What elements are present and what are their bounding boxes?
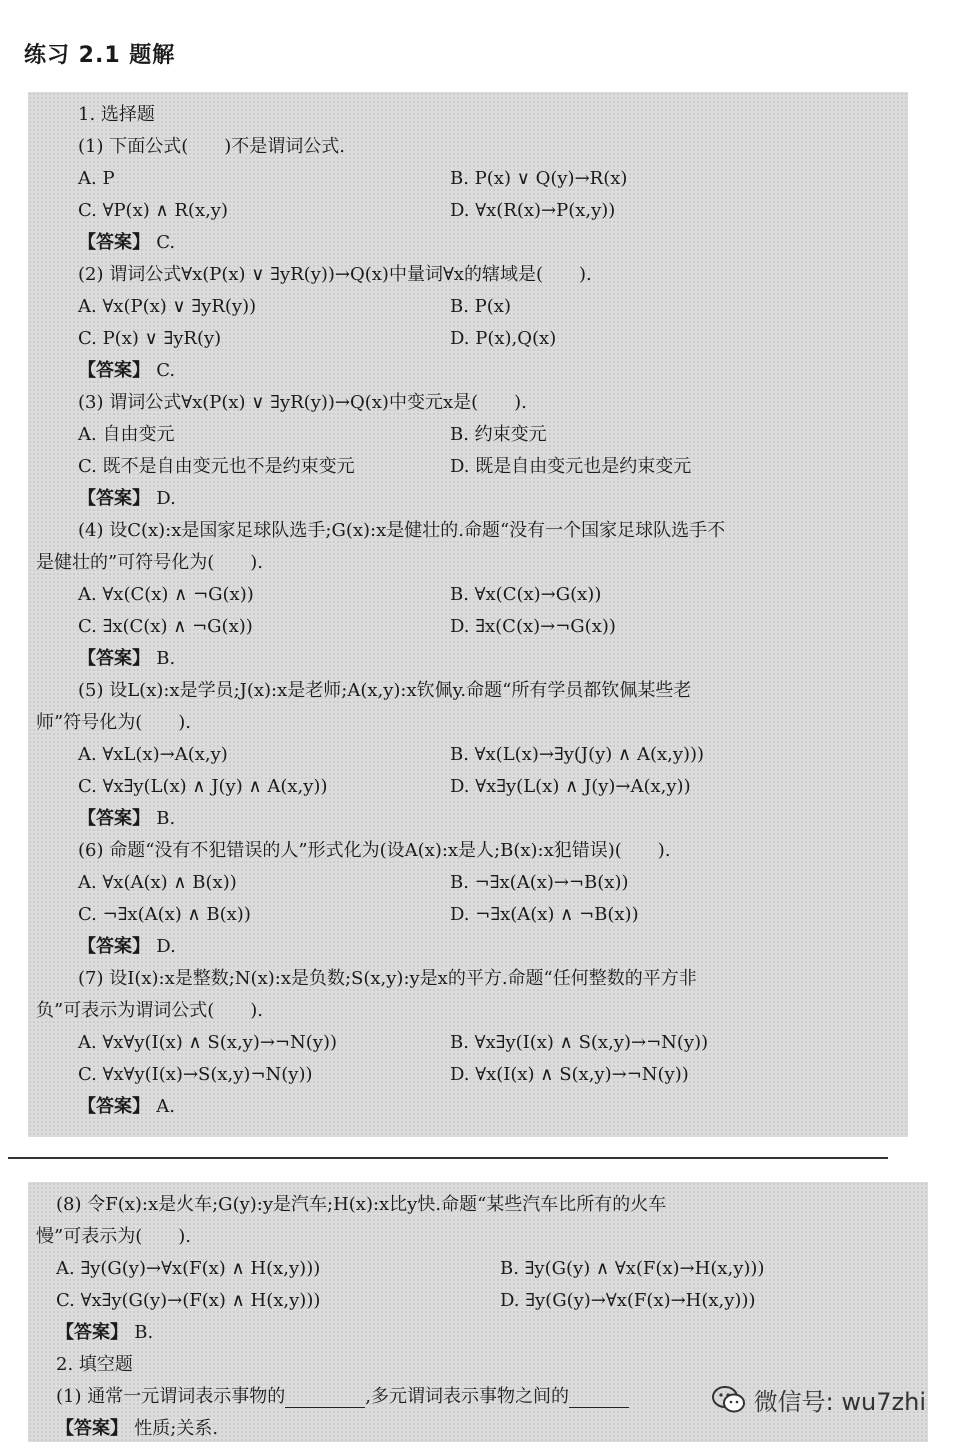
wechat-icon	[712, 1385, 746, 1415]
answer-label: 【答案】	[78, 360, 157, 381]
page1-line	[78, 136, 345, 158]
page1-line	[450, 872, 629, 894]
answer-label: 【答案】	[78, 488, 157, 509]
page2-line	[56, 1386, 629, 1408]
line-text: B. ¬∃x(A(x)→¬B(x))	[450, 872, 629, 893]
page1-line	[450, 424, 547, 446]
line-text: B. ∀x∃y(I(x) ∧ S(x,y)→¬N(y))	[450, 1032, 709, 1053]
page1-line	[78, 744, 228, 766]
answer-label: 【答案】	[56, 1418, 135, 1439]
page1-line	[78, 648, 175, 670]
page1-line	[36, 712, 191, 734]
page1-line	[450, 584, 601, 606]
line-text: A. ∀x(C(x) ∧ ¬G(x))	[78, 584, 254, 605]
line-text: B. ∃y(G(y) ∧ ∀x(F(x)→H(x,y)))	[500, 1258, 765, 1279]
line-text: A. P	[78, 168, 115, 189]
line-text: (5) 设L(x):x是学员;J(x):x是老师;A(x,y):x钦佩y.命题“所有学员都钦佩某些老	[78, 680, 692, 701]
line-text: 性质;关系.	[134, 1418, 219, 1439]
line-text: A. ∀xL(x)→A(x,y)	[78, 744, 228, 765]
line-text: C.	[156, 360, 176, 381]
answer-label: 【答案】	[56, 1322, 135, 1343]
line-text: (3) 谓词公式∀x(P(x) ∨ ∃yR(y))→Q(x)中变元x是( ).	[78, 392, 527, 413]
line-text: C. P(x) ∨ ∃yR(y)	[78, 328, 222, 349]
line-text: (6) 命题“没有不犯错误的人”形式化为(设A(x):x是人;B(x):x犯错误)( ).	[78, 840, 671, 861]
line-text: 2. 填空题	[56, 1354, 133, 1375]
divider-line	[8, 1157, 888, 1159]
page1-line	[78, 616, 253, 638]
fill-blank	[569, 1389, 629, 1408]
fill-blank	[285, 1389, 365, 1408]
page1-line	[450, 456, 691, 478]
page1-line	[78, 776, 327, 798]
page1-line	[78, 872, 237, 894]
line-text: C. ∀x∃y(G(y)→(F(x) ∧ H(x,y)))	[56, 1290, 321, 1311]
watermark-label: 微信号: wu7zhi	[753, 1388, 926, 1416]
line-text: 是健壮的”可符号化为( ).	[36, 552, 263, 573]
page2-line	[56, 1354, 133, 1376]
line-text: D. P(x),Q(x)	[450, 328, 557, 349]
page1-line	[450, 1064, 689, 1086]
line-text: D. ∃x(C(x)→¬G(x))	[450, 616, 616, 637]
line-text: B. P(x)	[450, 296, 511, 317]
line-text: C. ∀P(x) ∧ R(x,y)	[78, 200, 229, 221]
line-text: A. 自由变元	[78, 424, 175, 445]
line-text: C. ∃x(C(x) ∧ ¬G(x))	[78, 616, 253, 637]
page1-line	[78, 424, 174, 446]
page2-line	[56, 1194, 666, 1216]
page1-line	[78, 936, 176, 958]
page1-line	[78, 840, 671, 862]
page1-line	[450, 328, 556, 350]
page1-line	[78, 456, 355, 478]
line-text: C. 既不是自由变元也不是约束变元	[78, 456, 355, 477]
page2-line	[500, 1290, 756, 1312]
line-text: 师”符号化为( ).	[36, 712, 191, 733]
page2-line	[56, 1322, 153, 1344]
page1-line	[78, 488, 176, 510]
page1-line	[450, 904, 639, 926]
line-text: B. 约束变元	[450, 424, 547, 445]
answer-label: 【答案】	[78, 648, 157, 669]
page1-line	[78, 808, 175, 830]
page1-line	[78, 232, 175, 254]
answer-label: 【答案】	[78, 232, 157, 253]
line-text: D.	[156, 936, 176, 957]
line-text: D.	[156, 488, 176, 509]
line-text: C. ∀x∀y(I(x)→S(x,y)¬N(y))	[78, 1064, 313, 1085]
page1-line	[78, 296, 256, 318]
page1-line	[36, 552, 263, 574]
page1-line	[36, 1000, 263, 1022]
line-text: (8) 令F(x):x是火车;G(y):y是汽车;H(x):x比y快.命题“某些汽车比所有的火车	[56, 1194, 667, 1215]
page2-line	[500, 1258, 764, 1280]
line-text: B.	[156, 808, 176, 829]
line-text: A. ∀x(A(x) ∧ B(x))	[78, 872, 237, 893]
page2-line	[56, 1290, 320, 1312]
page1-line	[78, 1064, 313, 1086]
page2-line	[56, 1258, 320, 1280]
line-text: D. ∀x(I(x) ∧ S(x,y)→¬N(y))	[450, 1064, 689, 1085]
line-text: (7) 设I(x):x是整数;N(x):x是负数;S(x,y):y是x的平方.命题“任何整数的平方非	[78, 968, 697, 989]
line-text: A. ∀x∀y(I(x) ∧ S(x,y)→¬N(y))	[78, 1032, 338, 1053]
line-text: 慢”可表示为( ).	[36, 1226, 191, 1247]
line-text: (2) 谓词公式∀x(P(x) ∨ ∃yR(y))→Q(x)中量词∀x的辖域是( ).	[78, 264, 592, 285]
page1-line	[78, 904, 251, 926]
page1-line	[78, 168, 115, 190]
page1-line	[450, 1032, 708, 1054]
watermark	[712, 1382, 926, 1417]
answer-label: 【答案】	[78, 1096, 157, 1117]
page1-line	[78, 264, 592, 286]
page1-line	[78, 968, 697, 990]
line-text: B.	[134, 1322, 154, 1343]
line-text: D. ∃y(G(y)→∀x(F(x)→H(x,y)))	[500, 1290, 756, 1311]
page2-line	[36, 1226, 191, 1248]
page1-line	[78, 584, 254, 606]
page1-line	[450, 744, 704, 766]
line-text: D. ¬∃x(A(x) ∧ ¬B(x))	[450, 904, 639, 925]
line-text: ,多元谓词表示事物之间的	[365, 1386, 569, 1407]
page1-line	[78, 104, 155, 126]
line-text: B. P(x) ∨ Q(y)→R(x)	[450, 168, 628, 189]
page1-line	[78, 1096, 175, 1118]
line-text: D. ∀x∃y(L(x) ∧ J(y)→A(x,y))	[450, 776, 691, 797]
page1-line	[78, 328, 221, 350]
line-text: (4) 设C(x):x是国家足球队选手;G(x):x是健壮的.命题“没有一个国家足球队选手不	[78, 520, 726, 541]
page1-line	[78, 392, 527, 414]
line-text: A. ∀x(P(x) ∨ ∃yR(y))	[78, 296, 257, 317]
line-text: B. ∀x(L(x)→∃y(J(y) ∧ A(x,y)))	[450, 744, 705, 765]
page-title: 练习 2.1 题解	[24, 43, 176, 68]
line-text: C.	[156, 232, 176, 253]
page1-line	[78, 360, 175, 382]
page1-line	[78, 200, 228, 222]
line-text: A.	[156, 1096, 176, 1117]
line-text: 1. 选择题	[78, 104, 155, 125]
line-text: D. 既是自由变元也是约束变元	[450, 456, 692, 477]
page1-line	[78, 520, 725, 542]
line-text: (1) 通常一元谓词表示事物的	[56, 1386, 286, 1407]
page1-line	[450, 200, 615, 222]
line-text: B. ∀x(C(x)→G(x))	[450, 584, 602, 605]
line-text: B.	[156, 648, 176, 669]
line-text: D. ∀x(R(x)→P(x,y))	[450, 200, 616, 221]
page1-line	[78, 1032, 337, 1054]
page1-line	[450, 616, 616, 638]
page1-line	[450, 776, 691, 798]
answer-label: 【答案】	[78, 936, 157, 957]
line-text: C. ∀x∃y(L(x) ∧ J(y) ∧ A(x,y))	[78, 776, 328, 797]
line-text: C. ¬∃x(A(x) ∧ B(x))	[78, 904, 251, 925]
line-text: A. ∃y(G(y)→∀x(F(x) ∧ H(x,y)))	[56, 1258, 321, 1279]
page1-line	[78, 680, 691, 702]
page2-line	[56, 1418, 218, 1440]
page1-line	[450, 296, 511, 318]
line-text: (1) 下面公式( )不是谓词公式.	[78, 136, 345, 157]
answer-label: 【答案】	[78, 808, 157, 829]
page1-line	[450, 168, 627, 190]
line-text: 负”可表示为谓词公式( ).	[36, 1000, 263, 1021]
